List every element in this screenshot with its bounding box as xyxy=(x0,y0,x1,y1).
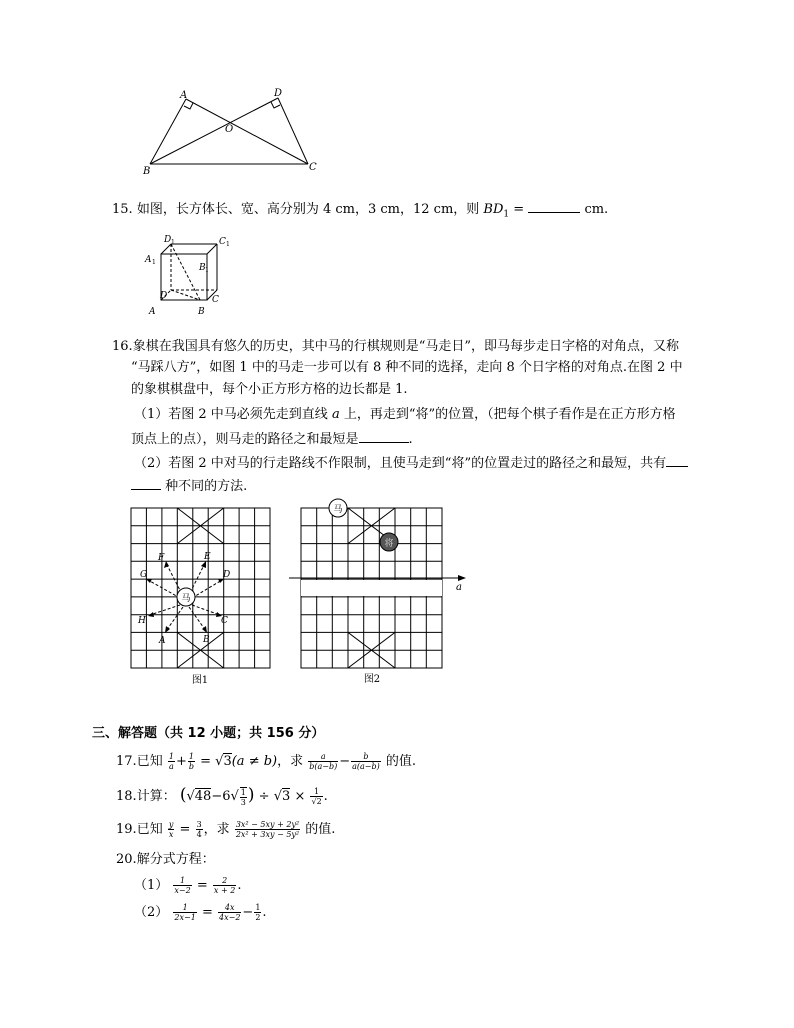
q16-part2: （2）若图 2 中对马的行走路线不作限制，且使马走到“将”的位置走过的路径之和最短，共有 xyxy=(134,452,688,474)
q17-frac-2: $\frac{1}{b}$ xyxy=(188,752,194,771)
cuboid-figure xyxy=(142,232,228,320)
horse-label-2: 马 xyxy=(333,505,343,515)
board1-grid xyxy=(131,508,270,668)
diagonal-bd1 xyxy=(171,244,200,300)
horse-label-1: 马 xyxy=(181,594,191,604)
question-16-line-1 xyxy=(112,337,679,357)
cuboid-front-face xyxy=(161,254,207,300)
q16-part2-cont: 种不同的方法. xyxy=(131,475,247,497)
q16-part1-answer: 顶点上的点），则马走的路径之和最短是 . xyxy=(131,428,413,450)
q18-sqrt48: √48 xyxy=(186,789,212,804)
segment-bd xyxy=(150,98,278,164)
right-angle-mark-d xyxy=(271,102,280,108)
label-d: D xyxy=(274,88,283,99)
caption-figure-2: 图2 xyxy=(363,674,381,685)
section-3-heading: 三、解答题（共 12 小题；共 156 分） xyxy=(92,726,325,741)
q16-part1: （1）若图 2 中马必须先走到直线 a 上，再走到“将”的位置，（把每个棋子看作是在正方形方格 xyxy=(134,407,676,422)
q15-answer-blank[interactable] xyxy=(528,198,580,213)
svg-text:1: 1 xyxy=(171,239,175,246)
chessboard-figure-1 xyxy=(128,505,278,687)
label-c1: C xyxy=(219,237,226,247)
segment-dc xyxy=(278,98,308,164)
q18-sqrt-frac: √ $\frac{1}{3}$ xyxy=(230,787,246,807)
q17-frac-1: $\frac{1}{a}$ xyxy=(168,752,174,771)
label-a: A xyxy=(180,90,188,101)
label-b: B xyxy=(198,307,205,317)
question-15 xyxy=(112,198,608,225)
chessboard-figure-2 xyxy=(286,497,476,687)
point-g: G xyxy=(140,570,148,580)
label-b1: B xyxy=(199,263,206,273)
general-label: 将 xyxy=(384,539,394,549)
q20-part-1: （1） $\frac{1}{x-2}$ = $\frac{2}{x + 2}$ . xyxy=(134,876,242,895)
q15-text: 如图，长方体长、宽、高分别为 4 cm，3 cm，12 cm，则 xyxy=(136,202,480,217)
q15-expr: BD xyxy=(483,202,504,217)
point-d: D xyxy=(223,570,231,580)
q20-part-2: （2） $\frac{1}{2x-1}$ = $\frac{4x}{4x-2}$ − $\frac{1}{2}$ . xyxy=(134,903,267,922)
q17-frac-3: $\frac{a}{b(a-b)}$ xyxy=(309,752,338,771)
point-b: B xyxy=(203,635,210,645)
question-18: 18.计算： (√48−6√ $\frac{1}{3}$ ) ÷ √3 × $\frac{1}{√2}$ . xyxy=(116,785,328,807)
q15-unit: cm. xyxy=(584,202,609,217)
svg-text:1: 1 xyxy=(205,267,209,274)
label-d: D xyxy=(160,291,168,301)
question-19: 19.已知 $\frac{y}{x}$ = $\frac{3}{4}$ ，求 $\frac{\text{3x² − 5xy + 2y²}}{\text{2x² + 3xy − 5y²}}$ 的值. xyxy=(116,820,336,839)
q18-sqrt3: √3 xyxy=(273,789,291,804)
question-20: 20.解分式方程： xyxy=(116,852,215,867)
q17-sqrt: √3 xyxy=(215,754,232,769)
point-a: A xyxy=(159,636,166,646)
q16-line1: 象棋在我国具有悠久的历史，其中马的行棋规则是“马走日”，即马每步走日字格的对角点，又称 xyxy=(132,339,679,354)
label-a: A xyxy=(149,307,156,317)
label-c: C xyxy=(212,295,219,305)
segment-ac xyxy=(186,99,308,164)
svg-text:1: 1 xyxy=(226,241,230,248)
label-o: O xyxy=(225,124,234,135)
right-angle-mark-a xyxy=(184,103,193,109)
q16-part1-blank[interactable] xyxy=(359,428,409,443)
line-a-var: a xyxy=(331,407,340,422)
line-a-label: a xyxy=(456,582,462,593)
crossed-triangles-figure xyxy=(140,82,330,178)
river xyxy=(301,580,442,596)
label-a1: A xyxy=(145,255,152,265)
q16-line-3: 的象棋棋盘中，每个小正方形方格的边长都是 1. xyxy=(131,382,408,397)
q19-frac-3: $\frac{\text{3x² − 5xy + 2y²}}{\text{2x² + 3xy − 5y²}}$ xyxy=(235,820,300,839)
point-h: H xyxy=(138,616,146,626)
q17-frac-4: $\frac{b}{a(a-b)}$ xyxy=(352,752,380,771)
q19-frac-1: $\frac{y}{x}$ xyxy=(168,820,174,839)
q16-line-2: “马踩八方”，如图 1 中的马走一步可以有 8 种不同的选择，走向 8 个日字格的对角点.在图 2 中 xyxy=(131,360,683,375)
label-d1: D xyxy=(164,235,172,245)
question-17: 17.已知 $\frac{1}{a}$ + $\frac{1}{b}$ = √3(a ≠ b)，求 $\frac{a}{b(a-b)}$ − $\frac{b}{a(a-b)}$ 的值. xyxy=(116,752,417,771)
label-c: C xyxy=(309,162,317,173)
point-c: C xyxy=(221,616,228,626)
point-e: E xyxy=(204,552,211,562)
q15-eq: = xyxy=(513,202,525,217)
label-b: B xyxy=(143,166,151,177)
q16-part2-blank-a[interactable] xyxy=(666,452,688,467)
q16-part2-blank-b[interactable] xyxy=(131,475,161,490)
q15-number: 15. xyxy=(112,202,133,217)
q15-sub: 1 xyxy=(503,209,510,220)
caption-figure-1: 图1 xyxy=(191,675,209,686)
q19-frac-2: $\frac{3}{4}$ xyxy=(196,820,202,839)
point-f: F xyxy=(158,553,165,563)
q16-number: 16. xyxy=(112,339,133,354)
svg-text:1: 1 xyxy=(152,259,156,266)
q18-frac: $\frac{1}{√2}$ xyxy=(311,787,322,806)
